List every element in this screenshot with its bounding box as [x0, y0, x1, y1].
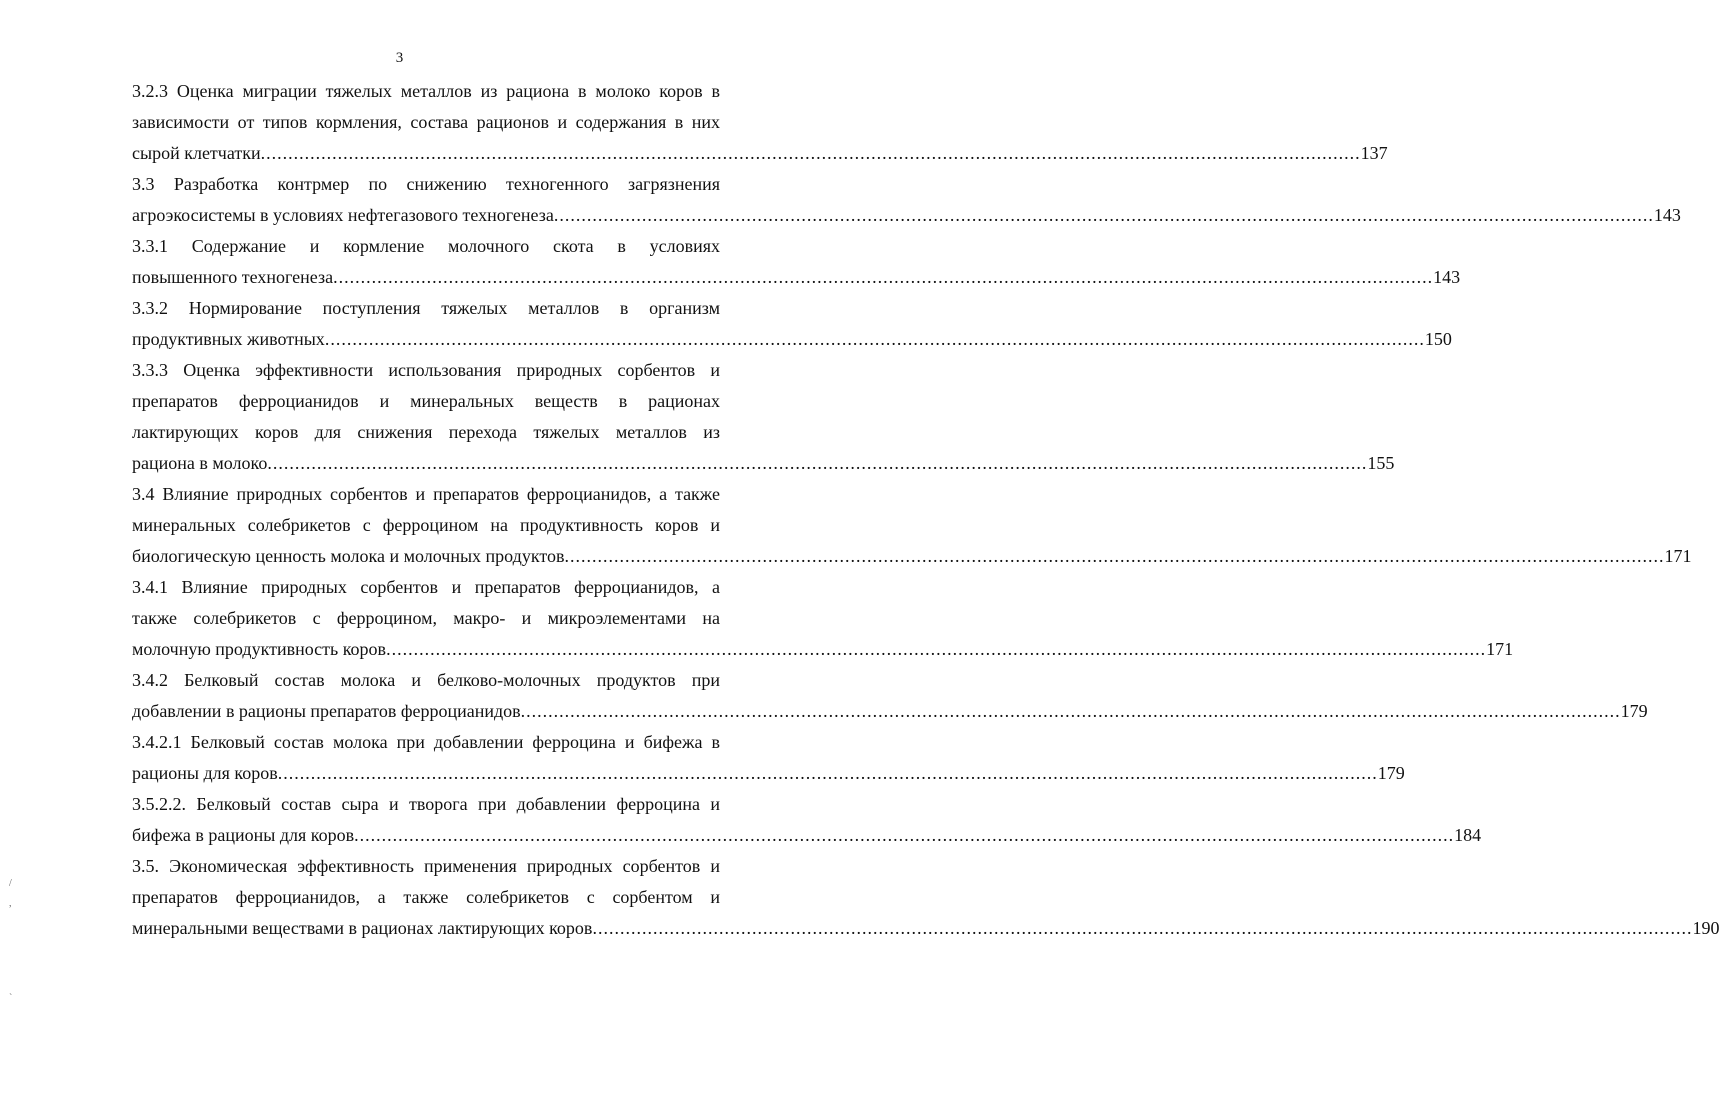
scan-artifact: `: [9, 993, 13, 1004]
toc-entry-last-line: [132, 758, 1405, 789]
toc-entry-line: 3.3.3 Оценка эффективности использования природных сорбентов и: [132, 360, 720, 380]
toc-page-number: 171: [1664, 546, 1692, 566]
dot-leader: ........................................................................................................................................................................................................: [267, 453, 1368, 473]
dot-leader: ........................................................................................................................................................................................................: [354, 825, 1455, 845]
toc-page-number: 179: [1377, 763, 1405, 783]
dot-leader: ........................................................................................................................................................................................................: [277, 763, 1378, 783]
table-of-contents: [132, 76, 1719, 944]
toc-entry-last-line: [132, 541, 1692, 572]
dot-leader: ........................................................................................................................................................................................................: [592, 918, 1693, 938]
dot-leader: ........................................................................................................................................................................................................: [386, 639, 1487, 659]
toc-entry-title-end: сырой клетчатки: [132, 143, 261, 163]
toc-entry-last-line: [132, 324, 1452, 355]
dot-leader: ........................................................................................................................................................................................................: [333, 267, 1434, 287]
toc-page-number: 137: [1360, 143, 1388, 163]
toc-entry-line: 3.5.2.2. Белковый состав сыра и творога при добавлении ферроцина и: [132, 794, 720, 814]
toc-entry-title-end: бифежа в рационы для коров: [132, 825, 355, 845]
toc-entry-line: 3.3 Разработка контрмер по снижению техногенного загрязнения: [132, 174, 720, 194]
dot-leader: ........................................................................................................................................................................................................: [324, 329, 1425, 349]
toc-entry-title-end: биологическую ценность молока и молочных продуктов: [132, 546, 565, 566]
dot-leader: ........................................................................................................................................................................................................: [520, 701, 1621, 721]
toc-page-number: 150: [1424, 329, 1452, 349]
toc-entry-line: лактирующих коров для снижения перехода тяжелых металлов из: [132, 422, 720, 442]
toc-page-number: 143: [1653, 205, 1681, 225]
toc-entry-last-line: [132, 138, 1388, 169]
scan-artifact: ,: [9, 898, 12, 909]
toc-entry-last-line: [132, 634, 1514, 665]
toc-entry-line: 3.4 Влияние природных сорбентов и препаратов ферроцианидов, а также: [132, 484, 720, 504]
toc-page-number: 190: [1692, 918, 1719, 938]
page-number: 3: [395, 50, 404, 66]
toc-entry-last-line: [132, 696, 1648, 727]
toc-entry-title-end: агроэкосистемы в условиях нефтегазового техногенеза: [132, 205, 554, 225]
toc-entry-title-end: молочную продуктивность коров: [132, 639, 387, 659]
toc-page-number: 143: [1433, 267, 1461, 287]
toc-entry-line: 3.4.2.1 Белковый состав молока при добавлении ферроцина и бифежа в: [132, 732, 720, 752]
toc-entry-line: 3.3.1 Содержание и кормление молочного скота в условиях: [132, 236, 720, 256]
toc-entry-last-line: [132, 913, 1719, 944]
toc-entry-last-line: [132, 200, 1681, 231]
toc-entry-line: также солебрикетов с ферроцином, макро- и микроэлементами на: [132, 608, 720, 628]
toc-entry-last-line: [132, 820, 1482, 851]
dot-leader: ........................................................................................................................................................................................................: [260, 143, 1361, 163]
toc-entry-line: зависимости от типов кормления, состава рационов и содержания в них: [132, 112, 720, 132]
toc-entry-title-end: повышенного техногенеза: [132, 267, 334, 287]
toc-entry-line: 3.3.2 Нормирование поступления тяжелых металлов в организм: [132, 298, 720, 318]
dot-leader: ........................................................................................................................................................................................................: [564, 546, 1665, 566]
toc-page-number: 179: [1620, 701, 1648, 721]
toc-entry-title-end: рациона в молоко: [132, 453, 268, 473]
toc-entry-title-end: рационы для коров: [132, 763, 278, 783]
toc-entry-last-line: [132, 262, 1461, 293]
toc-entry-line: 3.5. Экономическая эффективность применения природных сорбентов и: [132, 856, 720, 876]
toc-entry-line: минеральных солебрикетов с ферроцином на продуктивность коров и: [132, 515, 720, 535]
toc-entry-line: 3.4.2 Белковый состав молока и белково-молочных продуктов при: [132, 670, 720, 690]
toc-entry-last-line: [132, 448, 1395, 479]
toc-page-number: 184: [1454, 825, 1482, 845]
toc-entry-line: 3.2.3 Оценка миграции тяжелых металлов из рациона в молоко коров в: [132, 81, 720, 101]
scan-artifact: /: [9, 878, 12, 889]
toc-entry-line: 3.4.1 Влияние природных сорбентов и препаратов ферроцианидов, а: [132, 577, 720, 597]
toc-entry-title-end: минеральными веществами в рационах лактирующих коров: [132, 918, 593, 938]
toc-page-number: 171: [1486, 639, 1514, 659]
toc-entry-title-end: продуктивных животных: [132, 329, 325, 349]
toc-entry-line: препаратов ферроцианидов и минеральных веществ в рационах: [132, 391, 720, 411]
toc-entry-title-end: добавлении в рационы препаратов ферроцианидов: [132, 701, 521, 721]
toc-entry-line: препаратов ферроцианидов, а также солебрикетов с сорбентом и: [132, 887, 720, 907]
dot-leader: ........................................................................................................................................................................................................: [553, 205, 1654, 225]
toc-page-number: 155: [1367, 453, 1395, 473]
